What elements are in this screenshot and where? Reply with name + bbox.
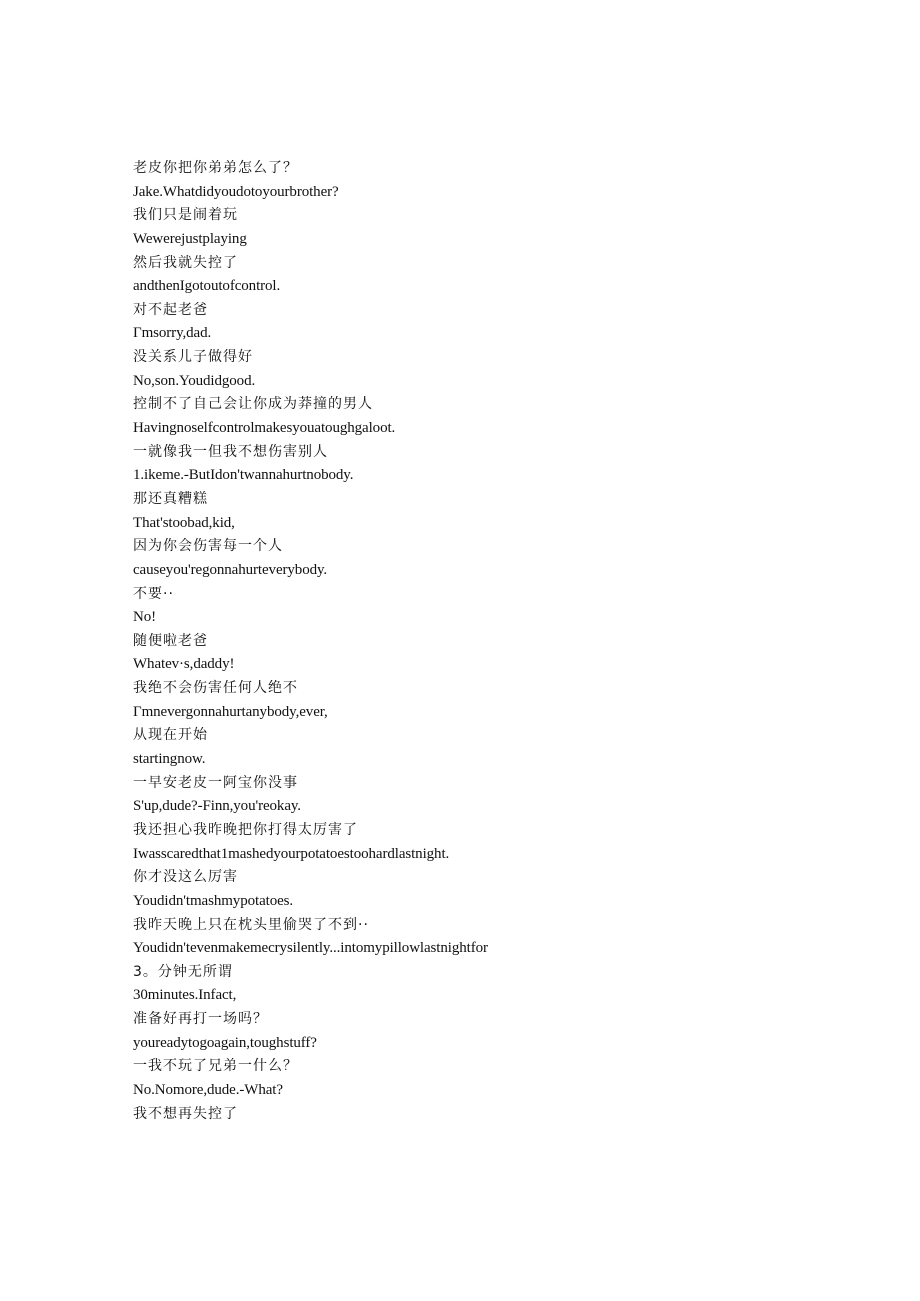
text-line: 1.ikeme.-ButIdon'twannahurtnobody. (133, 467, 354, 484)
text-line: S'up,dude?-Finn,you'reokay. (133, 798, 301, 815)
text-line: causeyou'regonnahurteverybody. (133, 561, 328, 578)
text-line: No! (133, 609, 157, 626)
text-line: Iwasscaredthat1mashedyourpotatoestoohardlastnight. (133, 845, 450, 862)
text-line: 我绝不会伤害任何人绝不 (133, 680, 298, 697)
text-line: 对不起老爸 (133, 301, 208, 318)
subtitle-transcript (133, 157, 893, 1126)
text-line: 准备好再打一场吗？ (133, 1011, 268, 1028)
text-line: Jake.Whatdidyoudotoyourbrother? (133, 183, 339, 200)
text-line: 你才没这么厉害 (133, 869, 238, 886)
text-line: No.Nomore,dude.-What? (133, 1081, 283, 1098)
text-line: 那还真糟糕 (133, 490, 208, 507)
text-line: Whatev·s,daddy! (133, 656, 235, 673)
text-line: 我昨天晚上只在枕头里偷哭了不到·· (133, 916, 369, 933)
text-line: 一我不玩了兄弟一什么？ (133, 1058, 298, 1075)
text-line: Youdidn'tevenmakemecrysilently...intomypillowlastnightfor (133, 940, 488, 957)
text-line: Γmsorry,dad. (133, 325, 212, 342)
text-line: Wewerejustplaying (133, 230, 247, 247)
text-line: Youdidn'tmashmypotatoes. (133, 892, 294, 909)
text-line: 我还担心我昨晚把你打得太厉害了 (133, 821, 358, 838)
text-line: 控制不了自己会让你成为莽撞的男人 (133, 396, 373, 413)
text-line: Γmnevergonnahurtanybody,ever, (133, 703, 328, 720)
text-line: 不要·· (133, 585, 174, 602)
text-line: 没关系儿子做得好 (133, 349, 253, 366)
text-line: andthenIgotoutofcontrol. (133, 278, 281, 295)
text-line: 一就像我一但我不想伤害别人 (133, 443, 328, 460)
text-line: 老皮你把你弟弟怎么了？ (133, 160, 298, 176)
text-line: Havingnoselfcontrolmakesyouatoughgaloot. (133, 420, 396, 437)
text-line: That'stoobad,kid, (133, 514, 235, 531)
text-line: 从现在开始 (133, 727, 208, 744)
text-line: 随便啦老爸 (133, 632, 208, 649)
text-line: 然后我就失控了 (133, 254, 238, 271)
text-line: startingnow. (133, 751, 206, 768)
text-line: 我们只是闹着玩 (133, 207, 238, 224)
text-line: 30minutes.Infact, (133, 987, 237, 1004)
text-line: youreadytogoagain,toughstuff? (133, 1034, 317, 1051)
text-line: 因为你会伤害每一个人 (133, 538, 283, 555)
text-line: 我不想再失控了 (133, 1105, 238, 1122)
text-line: No,son.Youdidgood. (133, 372, 256, 389)
text-line: 3。分钟无所谓 (133, 963, 233, 980)
text-line: 一早安老皮一阿宝你没事 (133, 774, 298, 791)
